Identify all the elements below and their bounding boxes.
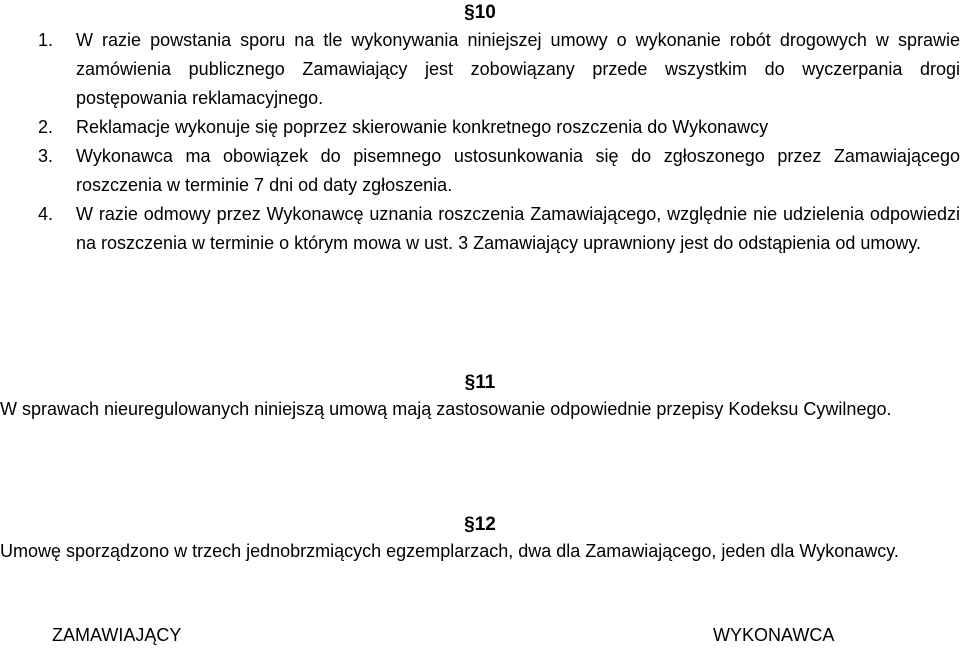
list-item xyxy=(38,26,960,113)
section-11-text: W sprawach nieuregulowanych niniejszą umową mają zastosowanie odpowiednie przepisy Kodeksu Cywilnego. xyxy=(0,399,892,419)
list-item-number: 1. xyxy=(38,30,54,50)
section-11-heading: §11 xyxy=(464,372,496,393)
section-12-heading: §12 xyxy=(464,514,496,535)
signature-wykonawca: WYKONAWCA xyxy=(713,625,835,645)
list-item xyxy=(38,142,960,200)
section-12-text: Umowę sporządzono w trzech jednobrzmiących egzemplarzach, dwa dla Zamawiającego, jeden dla Wykonawcy. xyxy=(0,541,899,561)
section-10-list xyxy=(38,26,960,258)
list-item xyxy=(38,200,960,258)
list-item-text: Wykonawca ma obowiązek do pisemnego ustosunkowania się do zgłoszonego przez Zamawiającego roszczenia w terminie 7 dni od daty zgłoszenia. xyxy=(76,146,960,195)
list-item-text: Reklamacje wykonuje się poprzez skierowanie konkretnego roszczenia do Wykonawcy xyxy=(76,117,769,137)
signature-zamawiajacy: ZAMAWIAJĄCY xyxy=(52,625,182,645)
list-item-text: W razie odmowy przez Wykonawcę uznania roszczenia Zamawiającego, względnie nie udzielenia odpowiedzi na roszczenia w terminie o którym mowa w ust. 3 Zamawiający uprawniony jest do odstąpienia od umowy. xyxy=(76,204,960,253)
list-item-text: W razie powstania sporu na tle wykonywania niniejszej umowy o wykonanie robót drogowych w sprawie zamówienia publicznego Zamawiający jest zobowiązany przede wszystkim do wyczerpania drogi postępowania reklamacyjnego. xyxy=(76,30,960,108)
list-item xyxy=(38,113,960,142)
list-item-number: 3. xyxy=(38,146,54,166)
list-item-number: 2. xyxy=(38,117,54,137)
section-10-heading: §10 xyxy=(464,2,496,23)
list-item-number: 4. xyxy=(38,204,54,224)
